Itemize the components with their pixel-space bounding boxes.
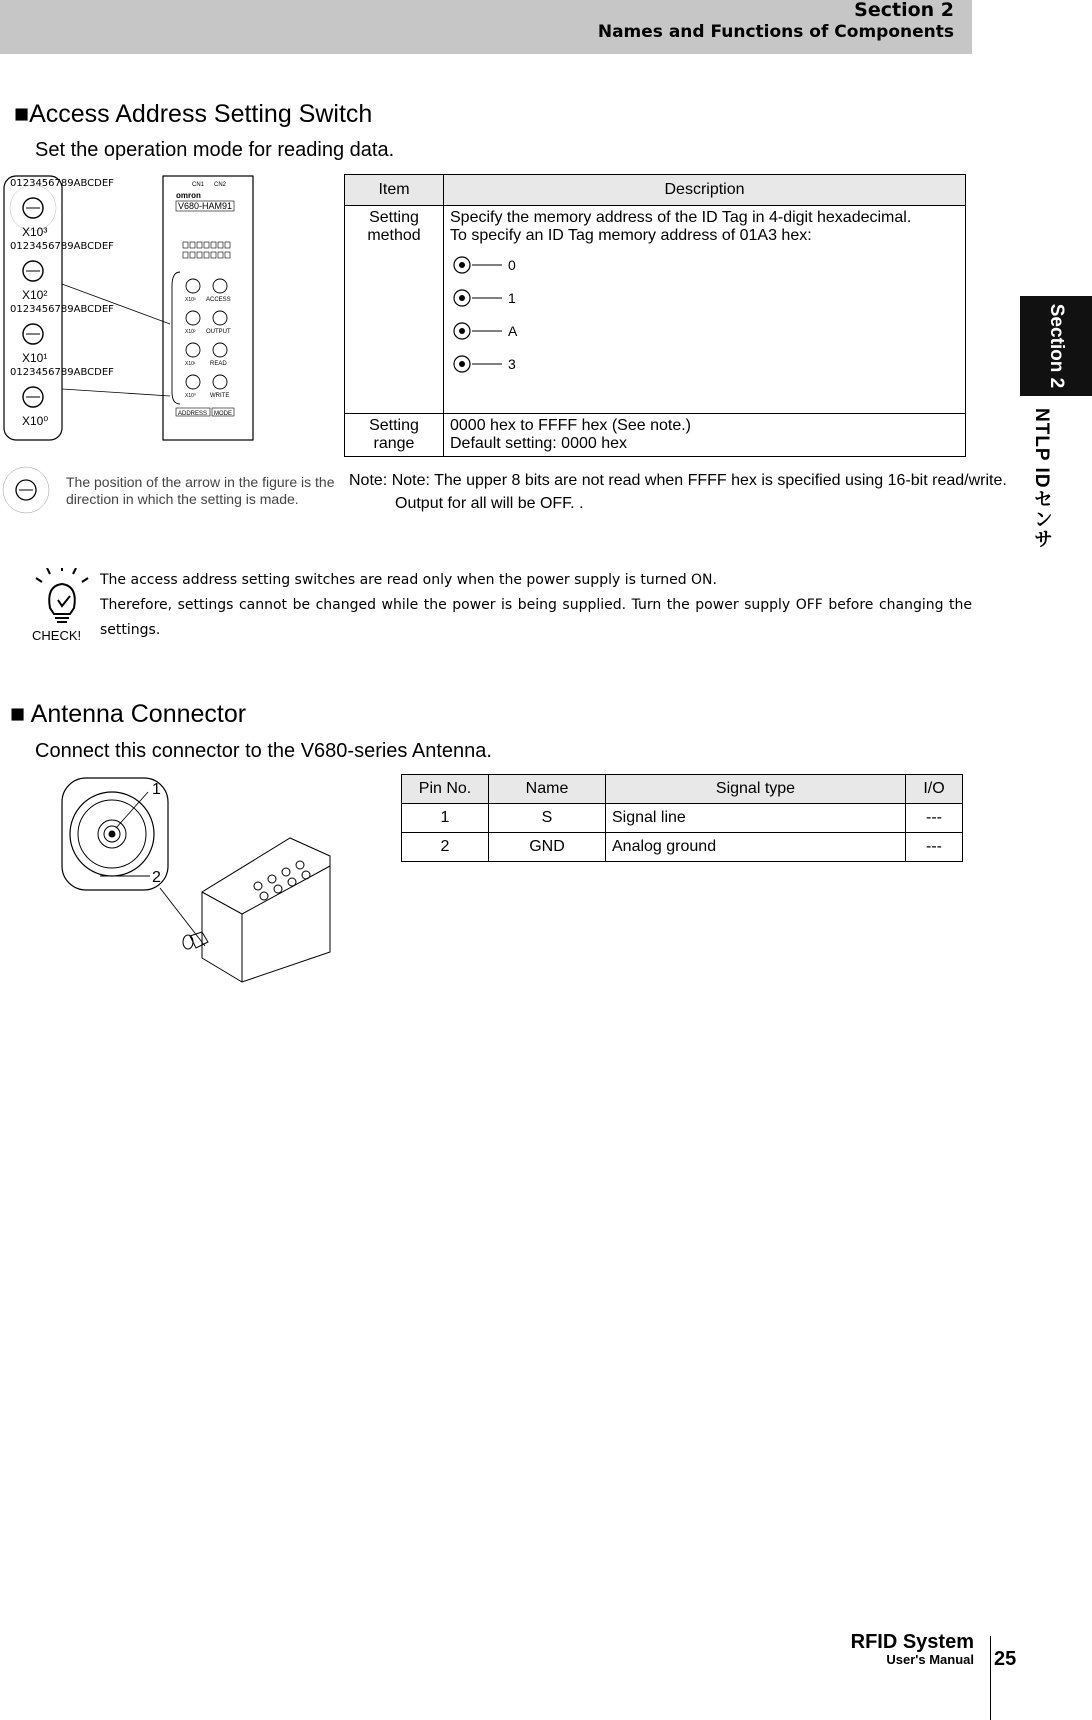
example-dial-0 (454, 257, 502, 273)
dial-label-x1000: X10³ (22, 225, 48, 239)
panel-sub-label-1: X10³ (185, 297, 196, 303)
amplifier-panel (163, 176, 253, 440)
pin-cell: Analog ground (606, 833, 906, 862)
example-dial-1 (454, 290, 502, 306)
panel-sub-label-2: X10² (185, 329, 196, 335)
panel-read-label: READ (210, 361, 227, 367)
footer-title-main: RFID System (850, 1631, 974, 1653)
pin-header-name: Name (489, 775, 606, 804)
pin-callout-2: 2 (152, 869, 161, 886)
description-line: Specify the memory address of the ID Tag in 4-digit hexadecimal. (450, 209, 912, 226)
header-section: Section 2 (854, 0, 954, 21)
row-item-setting-range: Setting range (345, 414, 444, 457)
example-dials (450, 251, 550, 391)
dial-digits-1: 0123456789ABCDEF (10, 178, 114, 189)
dial-x100 (23, 261, 43, 281)
footer-title-sub: User's Manual (886, 1652, 974, 1667)
header-title (598, 0, 954, 44)
panel-bracket (172, 272, 180, 404)
rotary-dials-figure (0, 174, 290, 444)
check-icon (32, 568, 92, 642)
pin-callout-1: 1 (152, 781, 161, 798)
footer-title (851, 1632, 974, 1668)
panel-indicator-leds (183, 242, 230, 258)
table-row (345, 414, 966, 457)
dial-label-x1: X10⁰ (22, 414, 49, 428)
example-value-1: 1 (508, 290, 516, 306)
description-line: 0000 hex to FFFF hex (See note.) (450, 417, 692, 434)
row-description-setting-range (444, 414, 966, 457)
pin-cell: --- (906, 833, 963, 862)
dial-label-x10: X10¹ (22, 351, 48, 365)
arrow-caption: The position of the arrow in the figure is the direction in which the setting is made. (66, 474, 335, 507)
page-number: 25 (994, 1648, 1017, 1670)
table-header-item: Item (345, 175, 444, 206)
panel-write-label: WRITE (210, 393, 230, 399)
check-notice (100, 568, 972, 643)
bnc-connector-front (70, 792, 154, 876)
footer-divider (990, 1636, 991, 1720)
panel-model: V680-HAM91 (178, 201, 233, 211)
panel-cn1: CN1 (192, 182, 205, 188)
check-icon-label: CHECK! (32, 628, 82, 642)
table-row (345, 206, 966, 414)
table-row (402, 833, 963, 862)
example-value-0: 0 (508, 257, 516, 273)
amplifier-unit-drawing (183, 838, 330, 982)
dial-digits-3: 0123456789ABCDEF (10, 304, 114, 315)
page-header (0, 0, 972, 54)
panel-output-label: OUTPUT (206, 329, 231, 335)
row-description-setting-method (444, 206, 966, 414)
panel-brand: omron (176, 191, 201, 200)
leader-line-bottom (62, 389, 170, 396)
panel-sub-label-3: X10¹ (185, 361, 196, 367)
pin-header-no: Pin No. (402, 775, 489, 804)
pin-cell: GND (489, 833, 606, 862)
antenna-pin-table (401, 774, 963, 862)
section-tab-label: Section 2 (1046, 303, 1067, 389)
dial-digits-2: 0123456789ABCDEF (10, 241, 114, 252)
pin-cell: --- (906, 804, 963, 833)
antenna-intro: Connect this connector to the V680-series Antenna. (35, 740, 492, 762)
panel-mode: MODE (214, 411, 232, 417)
example-value-3: 3 (508, 356, 516, 372)
example-dial-2 (454, 323, 502, 339)
example-value-2: A (508, 323, 518, 339)
table-header-description: Description (444, 175, 966, 206)
pin-cell: S (489, 804, 606, 833)
antenna-connector-figure (60, 776, 340, 996)
dial-x1 (23, 387, 43, 407)
pin-cell: 1 (402, 804, 489, 833)
description-line: To specify an ID Tag memory address of 01A3 hex: (450, 227, 812, 244)
dial-x10 (23, 324, 43, 344)
panel-access-label: ACCESS (206, 297, 231, 303)
pin-cell: Signal line (606, 804, 906, 833)
pin-cell: 2 (402, 833, 489, 862)
panel-sub-label-4: X10⁰ (185, 393, 196, 399)
panel-cn2: CN2 (214, 182, 227, 188)
section-tab (1020, 296, 1092, 396)
pin-header-io: I/O (906, 775, 963, 804)
description-line: Default setting: 0000 hex (450, 435, 628, 452)
example-dial-3 (454, 356, 502, 372)
table-row (402, 804, 963, 833)
dial-label-x100: X10² (22, 288, 48, 302)
pin-header-signal: Signal type (606, 775, 906, 804)
check-line: The access address setting switches are read only when the power supply is turned ON. (100, 572, 717, 588)
callout-connector-line (160, 888, 205, 946)
access-intro: Set the operation mode for reading data. (35, 139, 395, 161)
check-line: Therefore, settings cannot be changed while the power is being supplied. Turn the power supply OFF before changing the settings. (100, 597, 972, 638)
caption-dial-icon (0, 464, 56, 520)
row-item-setting-method: Setting method (345, 206, 444, 414)
access-setting-table (344, 174, 966, 457)
antenna-heading: ■ Antenna Connector (10, 700, 247, 728)
access-note: Note: Note: The upper 8 bits are not read when FFFF hex is specified using 16-bit read/write. Output for all will be OFF. . (349, 472, 1007, 512)
dial-digits-4: 0123456789ABCDEF (10, 367, 114, 378)
panel-address: ADDRESS (178, 411, 208, 417)
section-tab-vertical-text: NTLP IDセンサ (1031, 408, 1052, 549)
access-heading: ■Access Address Setting Switch (14, 100, 373, 128)
header-subtitle: Names and Functions of Components (597, 22, 954, 42)
